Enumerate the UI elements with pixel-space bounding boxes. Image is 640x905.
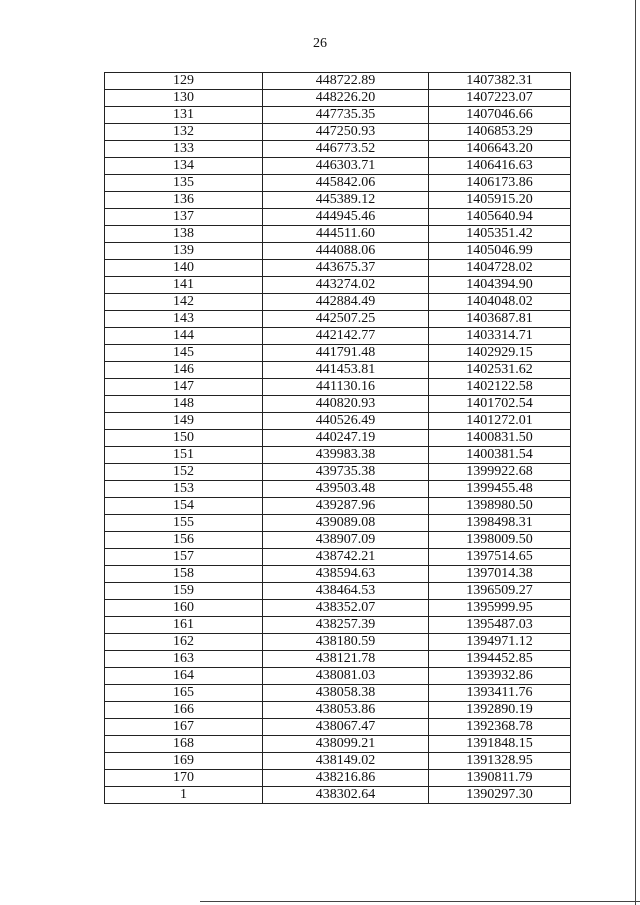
x-coordinate-cell: 447735.35 <box>263 107 429 124</box>
y-coordinate-cell: 1405046.99 <box>429 243 571 260</box>
point-number-cell: 144 <box>105 328 263 345</box>
x-coordinate-cell: 438053.86 <box>263 702 429 719</box>
y-coordinate-cell: 1407223.07 <box>429 90 571 107</box>
x-coordinate-cell: 447250.93 <box>263 124 429 141</box>
x-coordinate-cell: 438742.21 <box>263 549 429 566</box>
point-number-cell: 157 <box>105 549 263 566</box>
table-row <box>105 600 571 617</box>
table-row <box>105 617 571 634</box>
coordinates-table-body <box>105 73 571 804</box>
y-coordinate-cell: 1397514.65 <box>429 549 571 566</box>
y-coordinate-cell: 1403314.71 <box>429 328 571 345</box>
table-row <box>105 124 571 141</box>
y-coordinate-cell: 1405915.20 <box>429 192 571 209</box>
point-number-cell: 147 <box>105 379 263 396</box>
point-number-cell: 135 <box>105 175 263 192</box>
table-row <box>105 175 571 192</box>
table-row <box>105 294 571 311</box>
point-number-cell: 138 <box>105 226 263 243</box>
point-number-cell: 159 <box>105 583 263 600</box>
x-coordinate-cell: 440526.49 <box>263 413 429 430</box>
y-coordinate-cell: 1405351.42 <box>429 226 571 243</box>
y-coordinate-cell: 1395999.95 <box>429 600 571 617</box>
table-row <box>105 515 571 532</box>
table-row <box>105 498 571 515</box>
table-row <box>105 158 571 175</box>
table-row <box>105 73 571 90</box>
x-coordinate-cell: 445842.06 <box>263 175 429 192</box>
y-coordinate-cell: 1401702.54 <box>429 396 571 413</box>
x-coordinate-cell: 440820.93 <box>263 396 429 413</box>
point-number-cell: 151 <box>105 447 263 464</box>
y-coordinate-cell: 1392890.19 <box>429 702 571 719</box>
x-coordinate-cell: 439089.08 <box>263 515 429 532</box>
point-number-cell: 146 <box>105 362 263 379</box>
point-number-cell: 167 <box>105 719 263 736</box>
table-row <box>105 651 571 668</box>
x-coordinate-cell: 438067.47 <box>263 719 429 736</box>
x-coordinate-cell: 441453.81 <box>263 362 429 379</box>
y-coordinate-cell: 1402929.15 <box>429 345 571 362</box>
table-row <box>105 192 571 209</box>
y-coordinate-cell: 1406643.20 <box>429 141 571 158</box>
y-coordinate-cell: 1404048.02 <box>429 294 571 311</box>
point-number-cell: 164 <box>105 668 263 685</box>
y-coordinate-cell: 1406416.63 <box>429 158 571 175</box>
table-row <box>105 311 571 328</box>
y-coordinate-cell: 1407382.31 <box>429 73 571 90</box>
page-edge-right <box>635 0 636 905</box>
y-coordinate-cell: 1392368.78 <box>429 719 571 736</box>
y-coordinate-cell: 1404394.90 <box>429 277 571 294</box>
x-coordinate-cell: 438180.59 <box>263 634 429 651</box>
y-coordinate-cell: 1399455.48 <box>429 481 571 498</box>
x-coordinate-cell: 441130.16 <box>263 379 429 396</box>
point-number-cell: 142 <box>105 294 263 311</box>
table-row <box>105 413 571 430</box>
point-number-cell: 160 <box>105 600 263 617</box>
table-row <box>105 634 571 651</box>
y-coordinate-cell: 1400831.50 <box>429 430 571 447</box>
table-row <box>105 702 571 719</box>
y-coordinate-cell: 1393411.76 <box>429 685 571 702</box>
page-edge-bottom <box>200 901 640 902</box>
y-coordinate-cell: 1407046.66 <box>429 107 571 124</box>
y-coordinate-cell: 1404728.02 <box>429 260 571 277</box>
point-number-cell: 129 <box>105 73 263 90</box>
coordinates-table <box>104 72 571 804</box>
point-number-cell: 158 <box>105 566 263 583</box>
x-coordinate-cell: 443274.02 <box>263 277 429 294</box>
table-row <box>105 379 571 396</box>
point-number-cell: 143 <box>105 311 263 328</box>
y-coordinate-cell: 1405640.94 <box>429 209 571 226</box>
table-row <box>105 209 571 226</box>
table-row <box>105 464 571 481</box>
x-coordinate-cell: 438121.78 <box>263 651 429 668</box>
x-coordinate-cell: 444511.60 <box>263 226 429 243</box>
point-number-cell: 136 <box>105 192 263 209</box>
x-coordinate-cell: 439983.38 <box>263 447 429 464</box>
y-coordinate-cell: 1406853.29 <box>429 124 571 141</box>
table-row <box>105 362 571 379</box>
table-row <box>105 243 571 260</box>
x-coordinate-cell: 438594.63 <box>263 566 429 583</box>
point-number-cell: 170 <box>105 770 263 787</box>
y-coordinate-cell: 1397014.38 <box>429 566 571 583</box>
page-number: 26 <box>313 36 327 51</box>
y-coordinate-cell: 1403687.81 <box>429 311 571 328</box>
y-coordinate-cell: 1394971.12 <box>429 634 571 651</box>
y-coordinate-cell: 1400381.54 <box>429 447 571 464</box>
point-number-cell: 132 <box>105 124 263 141</box>
y-coordinate-cell: 1395487.03 <box>429 617 571 634</box>
x-coordinate-cell: 443675.37 <box>263 260 429 277</box>
table-row <box>105 226 571 243</box>
table-row <box>105 549 571 566</box>
y-coordinate-cell: 1402122.58 <box>429 379 571 396</box>
x-coordinate-cell: 438464.53 <box>263 583 429 600</box>
table-row <box>105 260 571 277</box>
x-coordinate-cell: 442507.25 <box>263 311 429 328</box>
point-number-cell: 154 <box>105 498 263 515</box>
point-number-cell: 155 <box>105 515 263 532</box>
y-coordinate-cell: 1393932.86 <box>429 668 571 685</box>
point-number-cell: 139 <box>105 243 263 260</box>
table-row <box>105 566 571 583</box>
table-row <box>105 583 571 600</box>
x-coordinate-cell: 438216.86 <box>263 770 429 787</box>
table-row <box>105 685 571 702</box>
table-row <box>105 107 571 124</box>
point-number-cell: 148 <box>105 396 263 413</box>
table-row <box>105 430 571 447</box>
point-number-cell: 149 <box>105 413 263 430</box>
x-coordinate-cell: 446303.71 <box>263 158 429 175</box>
point-number-cell: 137 <box>105 209 263 226</box>
point-number-cell: 1 <box>105 787 263 804</box>
x-coordinate-cell: 438099.21 <box>263 736 429 753</box>
x-coordinate-cell: 448722.89 <box>263 73 429 90</box>
point-number-cell: 168 <box>105 736 263 753</box>
table-row <box>105 668 571 685</box>
table-row <box>105 736 571 753</box>
y-coordinate-cell: 1401272.01 <box>429 413 571 430</box>
x-coordinate-cell: 445389.12 <box>263 192 429 209</box>
x-coordinate-cell: 441791.48 <box>263 345 429 362</box>
point-number-cell: 141 <box>105 277 263 294</box>
point-number-cell: 140 <box>105 260 263 277</box>
point-number-cell: 145 <box>105 345 263 362</box>
point-number-cell: 130 <box>105 90 263 107</box>
table-row <box>105 532 571 549</box>
y-coordinate-cell: 1396509.27 <box>429 583 571 600</box>
x-coordinate-cell: 446773.52 <box>263 141 429 158</box>
y-coordinate-cell: 1394452.85 <box>429 651 571 668</box>
y-coordinate-cell: 1390297.30 <box>429 787 571 804</box>
x-coordinate-cell: 440247.19 <box>263 430 429 447</box>
table-row <box>105 770 571 787</box>
point-number-cell: 169 <box>105 753 263 770</box>
x-coordinate-cell: 438302.64 <box>263 787 429 804</box>
point-number-cell: 134 <box>105 158 263 175</box>
point-number-cell: 165 <box>105 685 263 702</box>
point-number-cell: 131 <box>105 107 263 124</box>
table-row <box>105 719 571 736</box>
table-row <box>105 90 571 107</box>
point-number-cell: 133 <box>105 141 263 158</box>
point-number-cell: 150 <box>105 430 263 447</box>
x-coordinate-cell: 439735.38 <box>263 464 429 481</box>
y-coordinate-cell: 1391848.15 <box>429 736 571 753</box>
y-coordinate-cell: 1398009.50 <box>429 532 571 549</box>
x-coordinate-cell: 438257.39 <box>263 617 429 634</box>
point-number-cell: 161 <box>105 617 263 634</box>
y-coordinate-cell: 1406173.86 <box>429 175 571 192</box>
table-row <box>105 345 571 362</box>
y-coordinate-cell: 1390811.79 <box>429 770 571 787</box>
x-coordinate-cell: 438907.09 <box>263 532 429 549</box>
point-number-cell: 163 <box>105 651 263 668</box>
table-row <box>105 277 571 294</box>
y-coordinate-cell: 1398980.50 <box>429 498 571 515</box>
table-row <box>105 481 571 498</box>
point-number-cell: 162 <box>105 634 263 651</box>
point-number-cell: 152 <box>105 464 263 481</box>
x-coordinate-cell: 444088.06 <box>263 243 429 260</box>
x-coordinate-cell: 442884.49 <box>263 294 429 311</box>
x-coordinate-cell: 444945.46 <box>263 209 429 226</box>
x-coordinate-cell: 439503.48 <box>263 481 429 498</box>
x-coordinate-cell: 439287.96 <box>263 498 429 515</box>
point-number-cell: 153 <box>105 481 263 498</box>
y-coordinate-cell: 1398498.31 <box>429 515 571 532</box>
point-number-cell: 166 <box>105 702 263 719</box>
table-row <box>105 141 571 158</box>
y-coordinate-cell: 1391328.95 <box>429 753 571 770</box>
table-row <box>105 328 571 345</box>
x-coordinate-cell: 438058.38 <box>263 685 429 702</box>
table-row <box>105 447 571 464</box>
point-number-cell: 156 <box>105 532 263 549</box>
y-coordinate-cell: 1399922.68 <box>429 464 571 481</box>
x-coordinate-cell: 438081.03 <box>263 668 429 685</box>
x-coordinate-cell: 448226.20 <box>263 90 429 107</box>
x-coordinate-cell: 442142.77 <box>263 328 429 345</box>
x-coordinate-cell: 438352.07 <box>263 600 429 617</box>
y-coordinate-cell: 1402531.62 <box>429 362 571 379</box>
table-row <box>105 753 571 770</box>
x-coordinate-cell: 438149.02 <box>263 753 429 770</box>
table-row <box>105 787 571 804</box>
table-row <box>105 396 571 413</box>
